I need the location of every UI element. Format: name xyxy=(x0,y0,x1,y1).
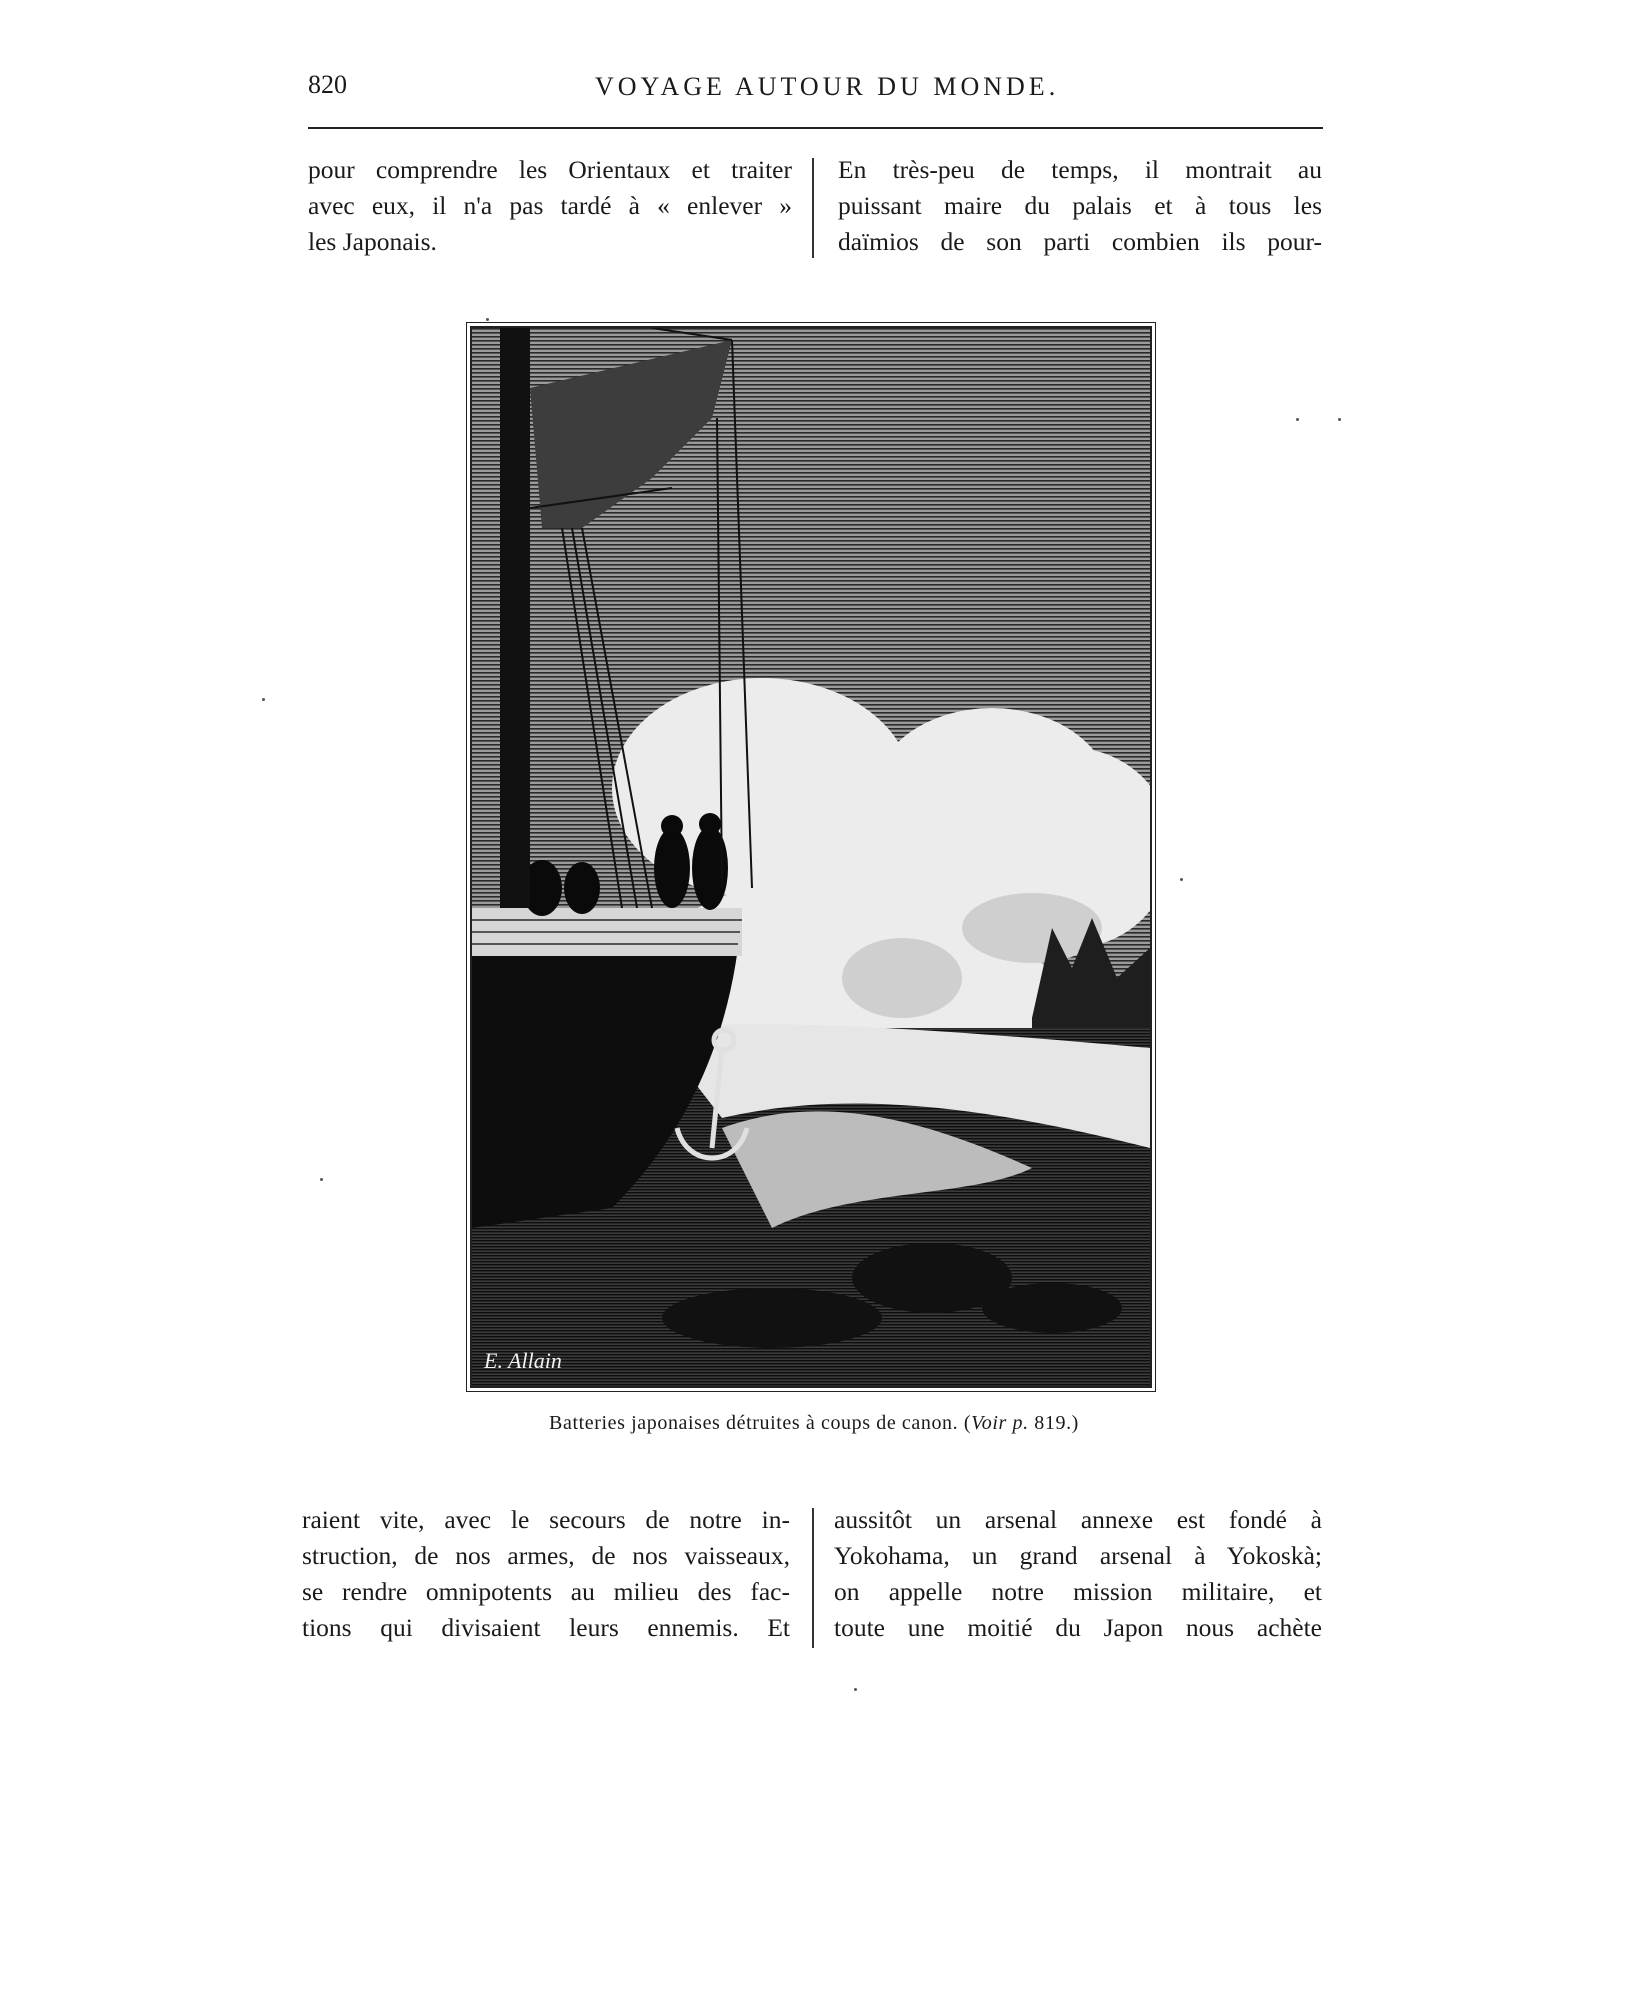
page-number: 820 xyxy=(308,70,347,99)
header-rule xyxy=(308,127,1323,129)
text-line: pour comprendre les Orientaux et traiter xyxy=(308,155,792,184)
engraver-signature: E. Allain xyxy=(484,1348,562,1373)
bottom-left-column xyxy=(302,1502,790,1646)
running-title: VOYAGE AUTOUR DU MONDE. xyxy=(595,72,1060,101)
text-line: struction, de nos armes, de nos vaisseaux, xyxy=(302,1541,790,1570)
text-line: avec eux, il n'a pas tardé à « enlever » xyxy=(308,191,792,220)
text-line: toute une moitié du Japon nous achète xyxy=(834,1613,1322,1642)
caption-ref-italic: Voir p. xyxy=(971,1412,1029,1434)
scan-speck xyxy=(1296,418,1299,421)
caption-ref-open: ( xyxy=(963,1412,972,1434)
text-line: se rendre omnipotents au milieu des fac- xyxy=(302,1577,790,1606)
scan-speck xyxy=(320,1178,323,1181)
top-right-column xyxy=(838,152,1322,260)
text-line: on appelle notre mission militaire, et xyxy=(834,1577,1322,1606)
engraving-illustration xyxy=(470,326,1152,1388)
caption-text: Batteries japonaises détruites à coups de canon. xyxy=(549,1412,959,1434)
scan-speck xyxy=(262,698,265,701)
caption-ref-page: 819.) xyxy=(1028,1412,1079,1434)
text-line: Yokohama, un grand arsenal à Yokoskà; xyxy=(834,1541,1322,1570)
column-rule xyxy=(812,1508,814,1648)
text-line: En très-peu de temps, il montrait au xyxy=(838,155,1322,184)
text-line: puissant maire du palais et à tous les xyxy=(838,191,1322,220)
text-line: daïmios de son parti combien ils pour- xyxy=(838,227,1322,256)
engraving-drawing xyxy=(472,328,1150,1386)
scan-speck xyxy=(854,1688,857,1691)
text-line: raient vite, avec le secours de notre in- xyxy=(302,1505,790,1534)
top-left-column xyxy=(308,152,792,260)
text-line: les Japonais. xyxy=(308,227,437,256)
scan-speck xyxy=(1338,418,1341,421)
figure-caption xyxy=(484,1412,1144,1435)
text-line: aussitôt un arsenal annexe est fondé à xyxy=(834,1505,1322,1534)
text-line: tions qui divisaient leurs ennemis. Et xyxy=(302,1613,790,1642)
scan-speck xyxy=(486,318,489,321)
bottom-right-column xyxy=(834,1502,1322,1646)
scan-speck xyxy=(1180,878,1183,881)
column-rule xyxy=(812,158,814,258)
